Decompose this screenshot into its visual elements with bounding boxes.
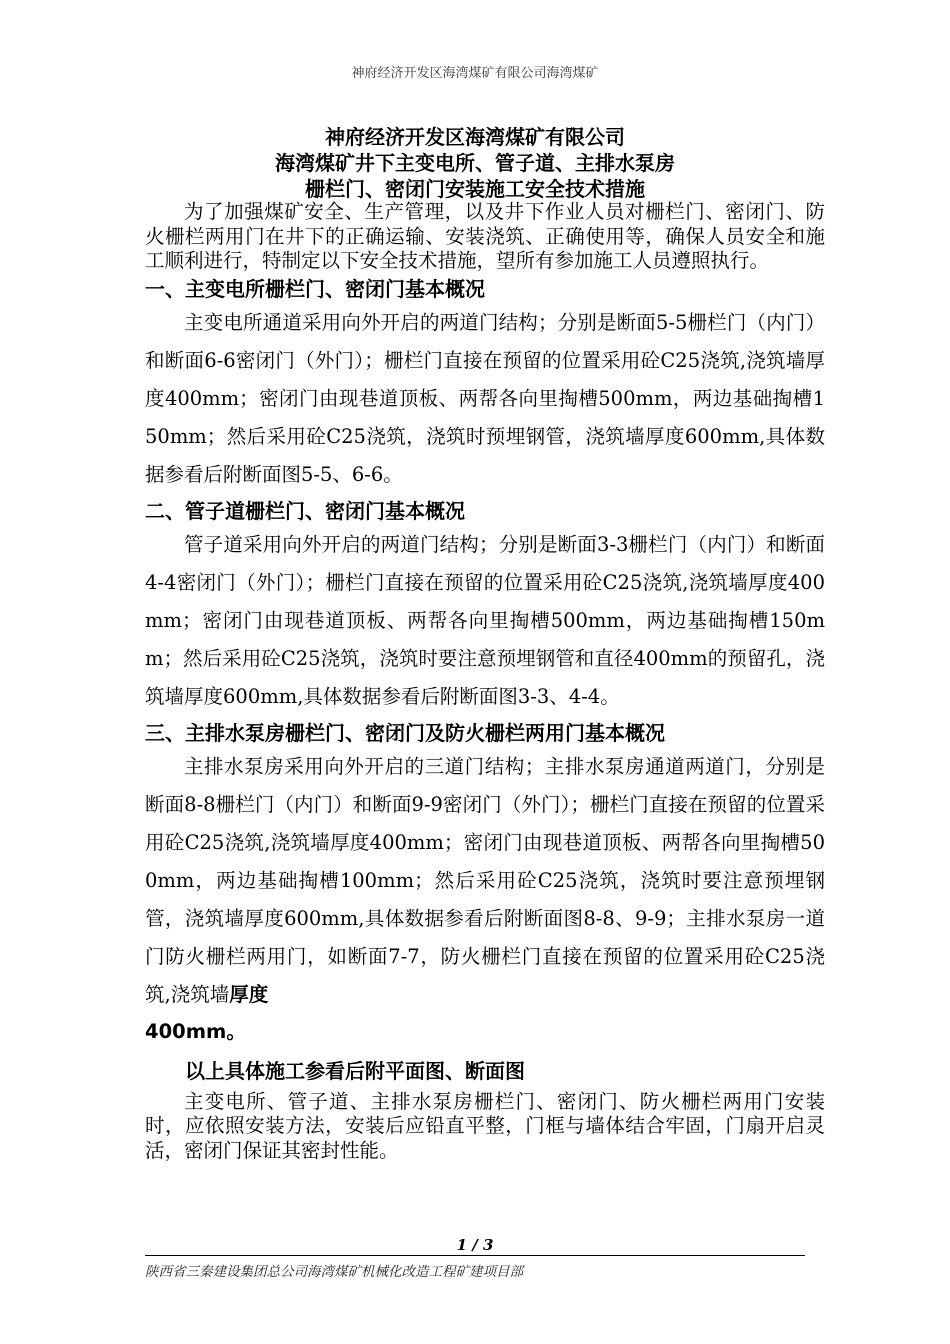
section-3-text: 主排水泵房采用向外开启的三道门结构；主排水泵房通道两道门，分别是断面8-8栅栏门（内门）和断面9-9密闭门（外门）；栅栏门直接在预留的位置采用砼C25浇筑,浇筑墙厚度400mm；密闭门由现巷道顶板、两帮各向里掏槽500mm，两边基础掏槽100mm；然后采用砼C25浇筑，浇筑时要注意预埋钢管，浇筑墙厚度600mm,具体数据参看后附断面图8-8、9-9；主排水泵房一道门防火栅栏两用门，如断面7-7，防火栅栏门直接在预留的位置采用砼C25浇筑,浇筑墙	[145, 754, 825, 1006]
page-number: 1 / 3	[456, 1236, 494, 1254]
section-3-heading: 三、主排水泵房栅栏门、密闭门及防火栅栏两用门基本概况	[145, 720, 665, 745]
section-1-body: 主变电所通道采用向外开启的两道门结构；分别是断面5-5栅栏门（内门）和断面6-6密闭门（外门）；栅栏门直接在预留的位置采用砼C25浇筑,浇筑墙厚度400mm；密闭门由现巷道顶板、两帮各向里掏槽500mm，两边基础掏槽150mm；然后采用砼C25浇筑，浇筑时预埋钢管，浇筑墙厚度600mm,具体数据参看后附断面图5-5、6-6。	[145, 310, 825, 486]
page-footer: 陕西省三秦建设集团总公司海湾煤矿机械化改造工程矿建项目部	[145, 1264, 523, 1280]
document-body	[145, 200, 825, 1163]
title-line-3: 栅栏门、密闭门安装施工安全技术措施	[305, 177, 645, 201]
section-2-heading: 二、管子道栅栏门、密闭门基本概况	[145, 498, 465, 523]
section-1-heading: 一、主变电所栅栏门、密闭门基本概况	[145, 276, 485, 301]
document-title	[0, 124, 950, 202]
intro-paragraph: 为了加强煤矿安全、生产管理，以及井下作业人员对栅栏门、密闭门、防火栅栏两用门在井下的正确运输、安装浇筑、正确使用等，确保人员安全和施工顺利进行，特制定以下安全技术措施，望所有参加施工人员遵照执行。	[145, 200, 825, 272]
footer-divider	[145, 1255, 805, 1256]
section-3-bold-tail: 厚度	[229, 982, 269, 1006]
reference-note: 以上具体施工参看后附平面图、断面图	[185, 1058, 525, 1083]
section-2-body: 管子道采用向外开启的两道门结构；分别是断面3-3栅栏门（内门）和断面4-4密闭门（外门）；栅栏门直接在预留的位置采用砼C25浇筑,浇筑墙厚度400mm；密闭门由现巷道顶板、两帮各向里掏槽500mm，两边基础掏槽150mm；然后采用砼C25浇筑，浇筑时要注意预埋钢管和直径400mm的预留孔，浇筑墙厚度600mm,具体数据参看后附断面图3-3、4-4。	[145, 532, 825, 708]
page-header: 神府经济开发区海湾煤矿有限公司海湾煤矿	[351, 66, 599, 81]
section-3-bold-line: 400mm。	[145, 1019, 246, 1043]
closing-paragraph: 主变电所、管子道、主排水泵房栅栏门、密闭门、防火栅栏两用门安装时，应依照安装方法，安装后应铅直平整，门框与墙体结合牢固，门扇开启灵活，密闭门保证其密封性能。	[145, 1089, 825, 1162]
title-line-2: 海湾煤矿井下主变电所、管子道、主排水泵房	[275, 151, 675, 175]
title-line-1: 神府经济开发区海湾煤矿有限公司	[325, 125, 625, 149]
section-3-body	[145, 748, 825, 1014]
